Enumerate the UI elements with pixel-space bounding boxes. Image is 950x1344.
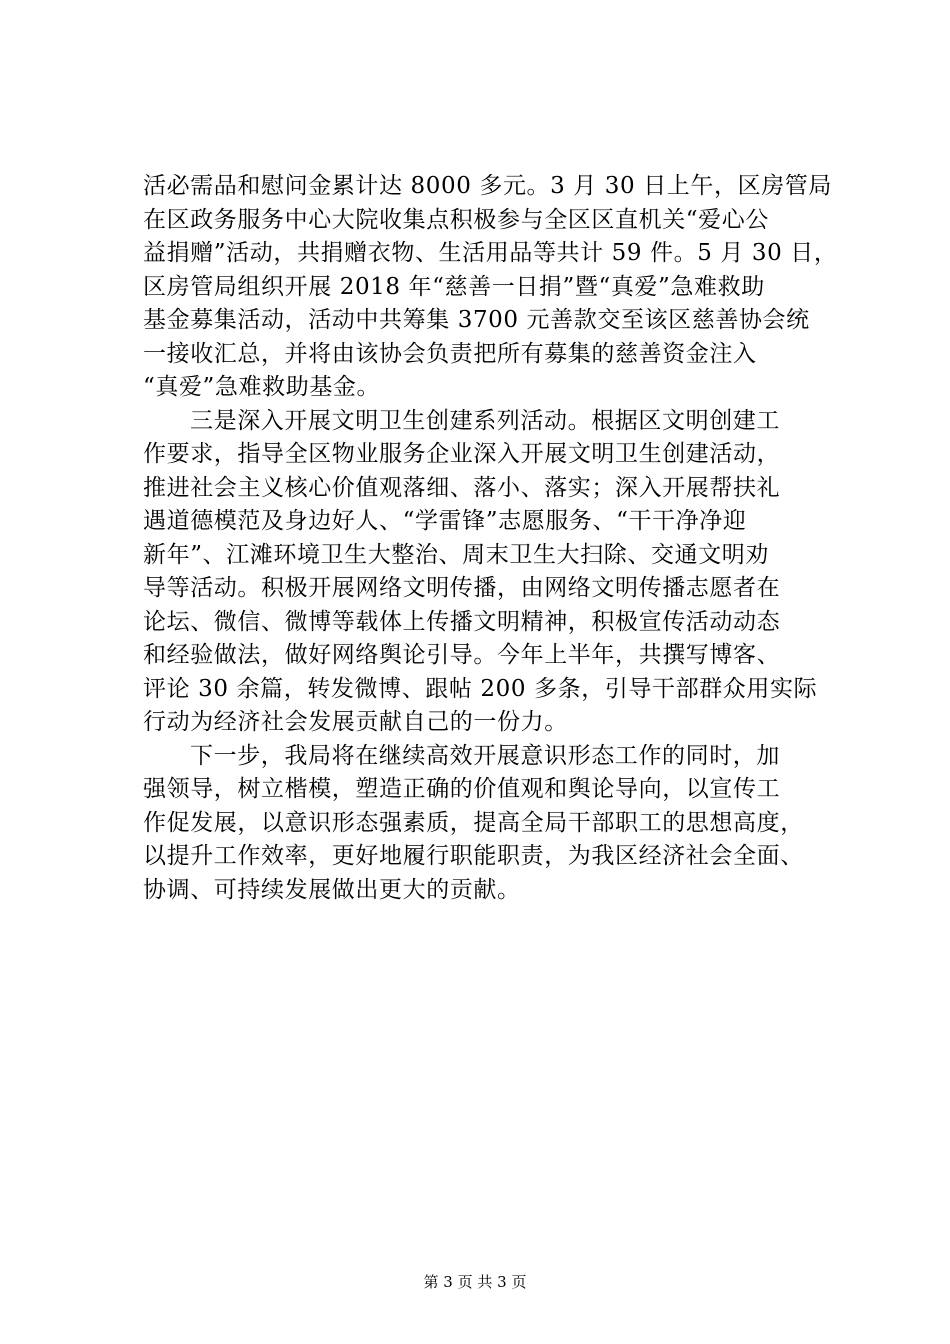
text-line: 作要求，指导全区物业服务企业深入开展文明卫生创建活动， xyxy=(143,441,781,467)
text-line: 新年”、江滩环境卫生大整治、周末卫生大扫除、交通文明劝 xyxy=(143,541,769,568)
paragraph-donations xyxy=(143,170,843,405)
text-line: 益捐赠”活动，共捐赠衣物、生活用品等共计 59 件。5 月 30 日， xyxy=(143,240,838,266)
paragraph-next-steps xyxy=(143,740,843,908)
text-line: 遇道德模范及身边好人、“学雷锋”志愿服务、“干干净净迎 xyxy=(143,508,747,534)
text-line: 一接收汇总，并将由该协会负责把所有募集的慈善资金注入 xyxy=(143,340,757,367)
text-line: 下一步，我局将在继续高效开展意识形态工作的同时，加 xyxy=(190,742,780,769)
text-line: 基金募集活动，活动中共筹集 3700 元善款交至该区慈善协会统 xyxy=(143,307,810,333)
text-line: 三是深入开展文明卫生创建系列活动。根据区文明创建工 xyxy=(190,407,780,434)
text-line: 强领导，树立楷模，塑造正确的价值观和舆论导向，以宣传工 xyxy=(143,776,781,802)
text-line: 以提升工作效率，更好地履行职能职责，为我区经济社会全面、 xyxy=(143,843,804,869)
text-line: 协调、可持续发展做出更大的贡献。 xyxy=(143,876,521,903)
text-line: 活必需品和慰问金累计达 8000 多元。3 月 30 日上午，区房管局 xyxy=(143,173,832,199)
page-number-footer: 第 3 页 共 3 页 xyxy=(423,1273,527,1291)
text-line: 评论 30 余篇，转发微博、跟帖 200 多条，引导干部群众用实际 xyxy=(143,675,818,702)
document-body xyxy=(143,170,843,907)
text-line: 导等活动。积极开展网络文明传播，由网络文明传播志愿者在 xyxy=(143,575,781,601)
paragraph-civilization-campaign xyxy=(143,405,843,740)
text-line: 作促发展，以意识形态强素质，提高全局干部职工的思想高度， xyxy=(143,809,804,836)
text-line: 论坛、微信、微博等载体上传播文明精神，积极宣传活动动态 xyxy=(143,608,781,635)
text-line: 区房管局组织开展 2018 年“慈善一日捐”暨“真爱”急难救助 xyxy=(143,273,765,300)
text-line: 行动为经济社会发展贡献自己的一份力。 xyxy=(143,709,568,735)
text-line: “真爱”急难救助基金。 xyxy=(143,374,381,400)
text-line: 在区政务服务中心大院收集点积极参与全区区直机关“爱心公 xyxy=(143,206,769,233)
text-line: 推进社会主义核心价值观落细、落小、落实；深入开展帮扶礼 xyxy=(143,474,781,501)
text-line: 和经验做法，做好网络舆论引导。今年上半年，共撰写博客、 xyxy=(143,642,781,668)
